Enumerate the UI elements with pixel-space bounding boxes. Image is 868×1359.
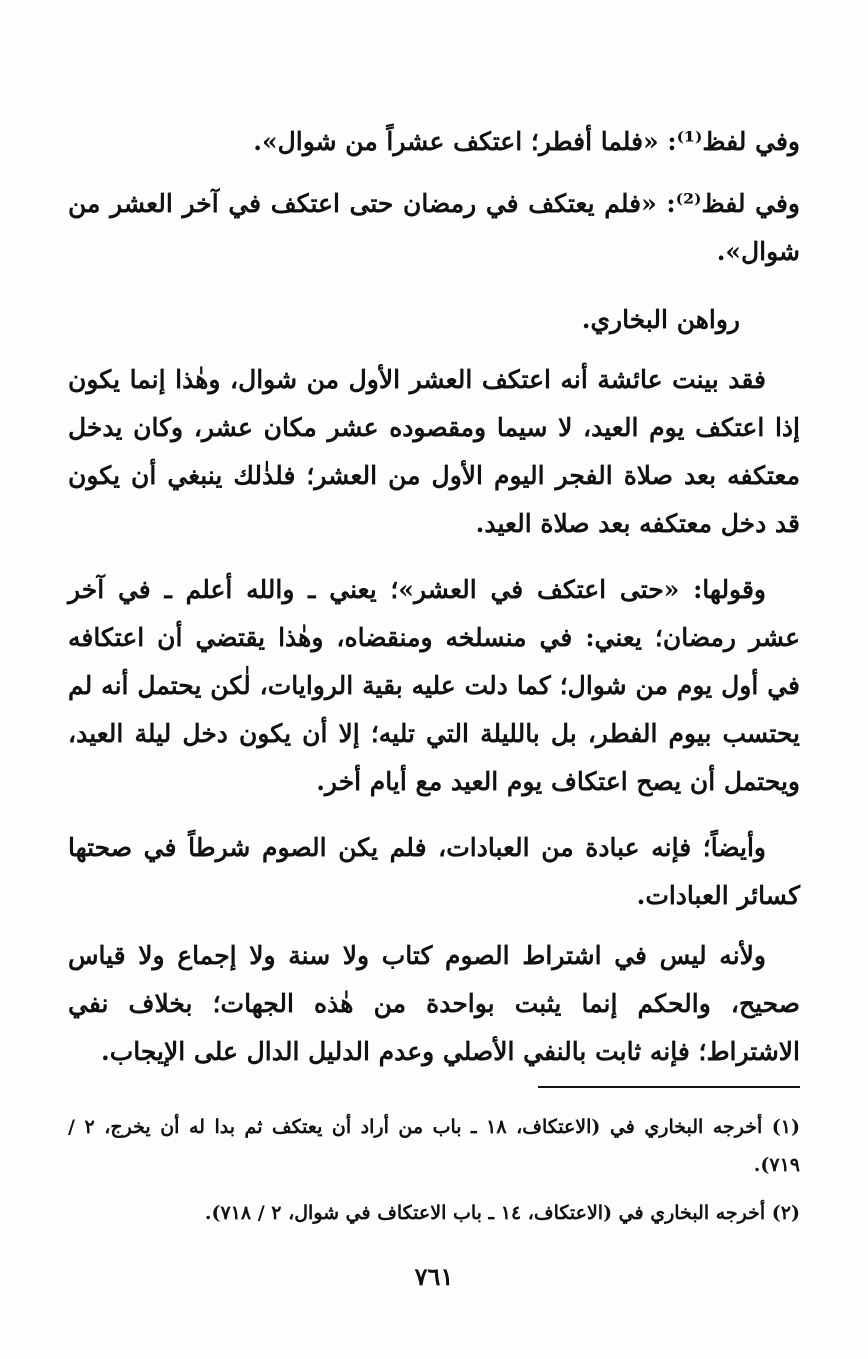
- paragraph-1: وفي لفظ⁽¹⁾: «فلما أفطر؛ اعتكف عشراً من شوال».: [253, 127, 800, 156]
- footnotes: [68, 1108, 800, 1242]
- paragraph-3: رواهن البخاري.: [581, 305, 740, 334]
- page-number: ٧٦١: [414, 1262, 454, 1291]
- footnote-2: (٢) أخرجه البخاري في (الاعتكاف، ١٤ ـ باب الاعتكاف في شوال، ٢ / ٧١٨).: [204, 1202, 800, 1224]
- footnote-1: (١) أخرجه البخاري في (الاعتكاف، ١٨ ـ باب من أراد أن يعتكف ثم بدا له أن يخرج، ٢ / ٧١٩).: [68, 1116, 801, 1176]
- paragraph-2: وفي لفظ⁽²⁾: «فلم يعتكف في رمضان حتى اعتكف في آخر العشر من شوال».: [68, 189, 800, 266]
- paragraph-6: وأيضاً؛ فإنه عبادة من العبادات، فلم يكن الصوم شرطاً في صحتها كسائر العبادات.: [68, 833, 800, 910]
- paragraph-7: ولأنه ليس في اشتراط الصوم كتاب ولا سنة ولا إجماع ولا قياس صحيح، والحكم إنما يثبت بواحدة من هٰذه الجهات؛ بخلاف نفي الاشتراط؛ فإنه ثابت بالنفي الأصلي وعدم الدليل الدال على الإيجاب.: [68, 941, 800, 1066]
- footnote-divider: [538, 1086, 800, 1088]
- paragraph-5: وقولها: «حتى اعتكف في العشر»؛ يعني ـ والله أعلم ـ في آخر عشر رمضان؛ يعني: في منسلخه ومنقضاه، وهٰذا يقتضي أن اعتكافه في أول يوم من شوال؛ كما دلت عليه بقية الروايات، لٰكن يحتمل أنه لم يحتسب بيوم الفطر، بل بالليلة التي تليه؛ إلا أن يكون دخل ليلة العيد، ويحتمل أن يصح اعتكاف يوم العيد مع أيام أخر.: [68, 575, 800, 796]
- paragraph-4: فقد بينت عائشة أنه اعتكف العشر الأول من شوال، وهٰذا إنما يكون إذا اعتكف يوم العيد، لا سيما ومقصوده عشر مكان عشر، وكان يدخل معتكفه بعد صلاة الفجر اليوم الأول من العشر؛ فلذٰلك ينبغي أن يكون قد دخل معتكفه بعد صلاة العيد.: [68, 365, 800, 538]
